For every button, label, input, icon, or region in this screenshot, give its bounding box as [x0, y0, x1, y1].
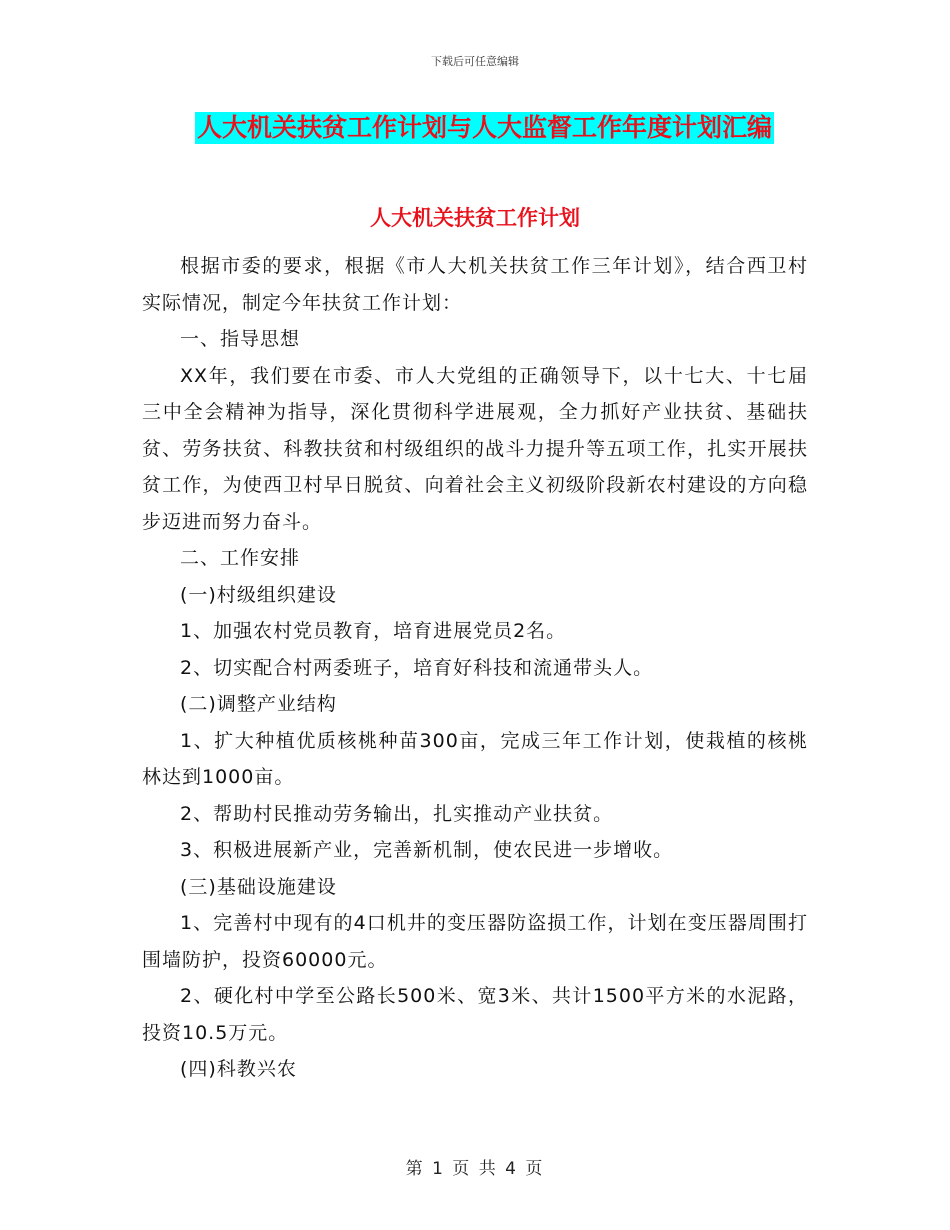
paragraph-guiding-ideology: XX年，我们要在市委、市人大党组的正确领导下，以十七大、十七届三中全会精神为指导，深化贯彻科学进展观，全力抓好产业扶贫、基础扶贫、劳务扶贫、科教扶贫和村级组织的战斗力提升等五项工作，扎实开展扶贫工作，为使西卫村早日脱贫、向着社会主义初级阶段新农村建设的方向稳步迈进而努力奋斗。	[142, 364, 808, 533]
list-item: 2、帮助村民推动劳务输出，扎实推动产业扶贫。	[180, 802, 614, 825]
page-number: 第 1 页 共 4 页	[405, 1159, 545, 1179]
page-header-note: 下载后可任意编辑	[431, 55, 519, 68]
document-title: 人大机关扶贫工作计划与人大监督工作年度计划汇编	[197, 113, 773, 142]
list-item: 2、切实配合村两委班子，培育好科技和流通带头人。	[180, 656, 654, 679]
heading-work-arrangement: 二、工作安排	[180, 547, 301, 569]
list-item: 1、扩大种植优质核桃种苗300亩，完成三年工作计划，使栽植的核桃林达到1000亩。	[142, 729, 808, 788]
list-item: 1、完善村中现有的4口机井的变压器防盗损工作，计划在变压器周围打围墙防护，投资60000元。	[142, 912, 808, 971]
subheading-industry-structure: (二)调整产业结构	[180, 693, 337, 715]
paragraph-intro: 根据市委的要求，根据《市人大机关扶贫工作三年计划》，结合西卫村实际情况，制定今年扶贫工作计划：	[142, 255, 808, 314]
subheading-infrastructure: (三)基础设施建设	[180, 875, 337, 898]
heading-guiding-ideology: 一、指导思想	[180, 328, 301, 350]
list-item: 1、加强农村党员教育，培育进展党员2名。	[180, 620, 567, 642]
list-item: 3、积极进展新产业，完善新机制，使农民进一步增收。	[180, 839, 674, 861]
list-item: 2、硬化村中学至公路长500米、宽3米、共计1500平方米的水泥路，投资10.5万元。	[142, 985, 808, 1044]
subheading-village-organization: (一)村级组织建设	[180, 583, 337, 606]
document-body	[142, 248, 808, 1088]
subheading-science-education: (四)科教兴农	[180, 1058, 297, 1080]
section-title: 人大机关扶贫工作计划	[370, 206, 580, 230]
